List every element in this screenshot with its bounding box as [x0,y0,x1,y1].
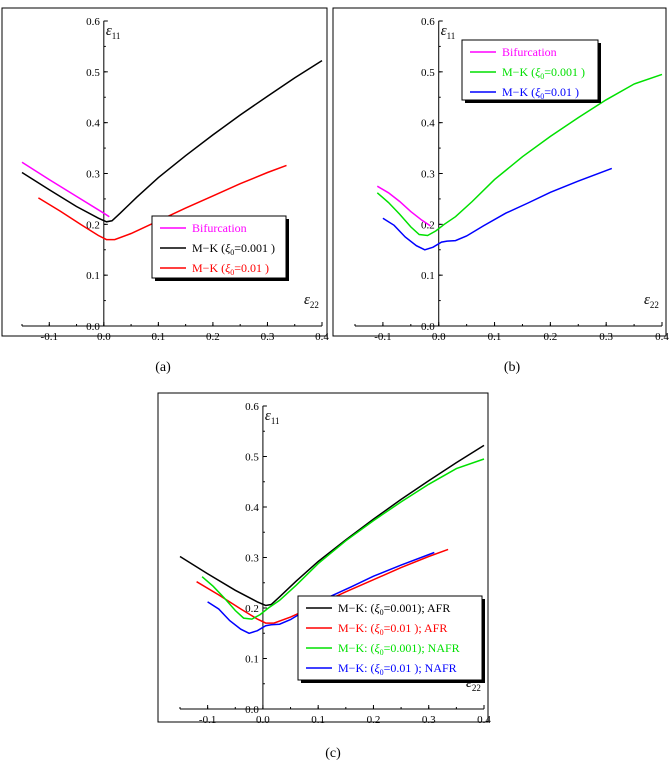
y-tick-label: 0.6 [245,401,259,413]
panel-caption: (c) [325,746,341,761]
y-tick-label: 0.3 [245,552,259,565]
y-tick-label: 0.0 [420,321,435,333]
y-axis-label: $\varepsilon_{11}$ [105,23,121,41]
y-tick-label: 0.1 [420,270,435,283]
y-tick-label: 0.0 [245,704,259,716]
x-axis-label: $\varepsilon_{22}$ [644,292,659,310]
x-axis-label: $\varepsilon_{22}$ [304,292,319,310]
y-tick-label: 0.1 [245,653,259,666]
x-tick-label: 0.4 [315,331,329,343]
y-axis-label: $\varepsilon_{11}$ [440,23,456,41]
x-tick-label: 0.2 [366,714,381,726]
x-tick-label: 0.0 [431,331,446,343]
panel-caption: (b) [503,360,521,375]
legend-label-1: M−K ($\xi_0=0.001$ ) [502,65,586,81]
x-tick-label: 0.4 [655,331,669,343]
y-tick-label: 0.4 [245,502,259,514]
y-tick-label: 0.0 [86,321,100,333]
x-tick-label: 0.1 [487,331,502,343]
y-tick-label: 0.1 [86,270,100,283]
y-tick-label: 0.2 [245,603,259,615]
x-tick-label: 0.0 [96,331,111,343]
y-tick-label: 0.4 [86,117,100,130]
x-tick-label: 0.1 [151,331,166,343]
legend-label-3: M−K: ($\xi_0=0.01$ ); NAFR [338,661,457,677]
x-axis-label: 22 [471,683,481,693]
chart-panel-2 [158,393,491,761]
y-axis-label: $\varepsilon_{11}$ [264,408,280,426]
panel-caption: (a) [155,360,171,375]
legend-label-0: Bifurcation [192,221,247,235]
series-line-0 [180,445,484,605]
legend-label-0: Bifurcation [502,45,557,59]
legend-label-2: M−K ($\xi_0=0.01$ ) [192,261,270,277]
series-line-2 [383,168,612,249]
x-tick-label: 0.0 [256,714,270,726]
legend-label-2: M−K ($\xi_0=0.01$ ) [502,85,580,101]
y-tick-label: 0.3 [86,168,100,181]
x-tick-label: -0.1 [374,331,392,343]
x-tick-label: 0.2 [543,331,558,343]
y-tick-label: 0.5 [420,66,435,79]
x-tick-label: -0.1 [198,714,217,726]
y-tick-label: 0.6 [86,16,100,28]
y-tick-label: 0.3 [420,168,435,181]
x-tick-label: 0.1 [311,714,326,726]
legend-label-1: M−K: ($\xi_0=0.01$ ); AFR [338,621,448,637]
legend-label-0: M−K: $(\xi_0=0.001)$; AFR [338,601,451,617]
y-tick-label: 0.2 [86,219,100,232]
chart-panel-1 [333,8,669,375]
x-tick-label: 0.3 [421,714,436,726]
y-tick-label: 0.5 [245,451,259,464]
chart-panel-0 [2,8,329,375]
y-tick-label: 0.5 [86,66,100,79]
x-tick-label: 0.2 [206,331,220,343]
x-tick-label: 0.3 [260,331,275,343]
x-tick-label: -0.1 [40,331,58,343]
y-tick-label: 0.2 [420,219,435,232]
x-tick-label: 0.3 [599,331,614,343]
y-tick-label: 0.4 [420,117,435,130]
x-tick-label: 0.4 [477,714,491,726]
legend-label-1: M−K ($\xi_0=0.001$ ) [192,241,276,257]
legend-label-2: M−K: $(\xi_0=0.001)$; NAFR [338,641,460,657]
series-line-1 [22,61,322,222]
y-tick-label: 0.6 [420,16,435,28]
